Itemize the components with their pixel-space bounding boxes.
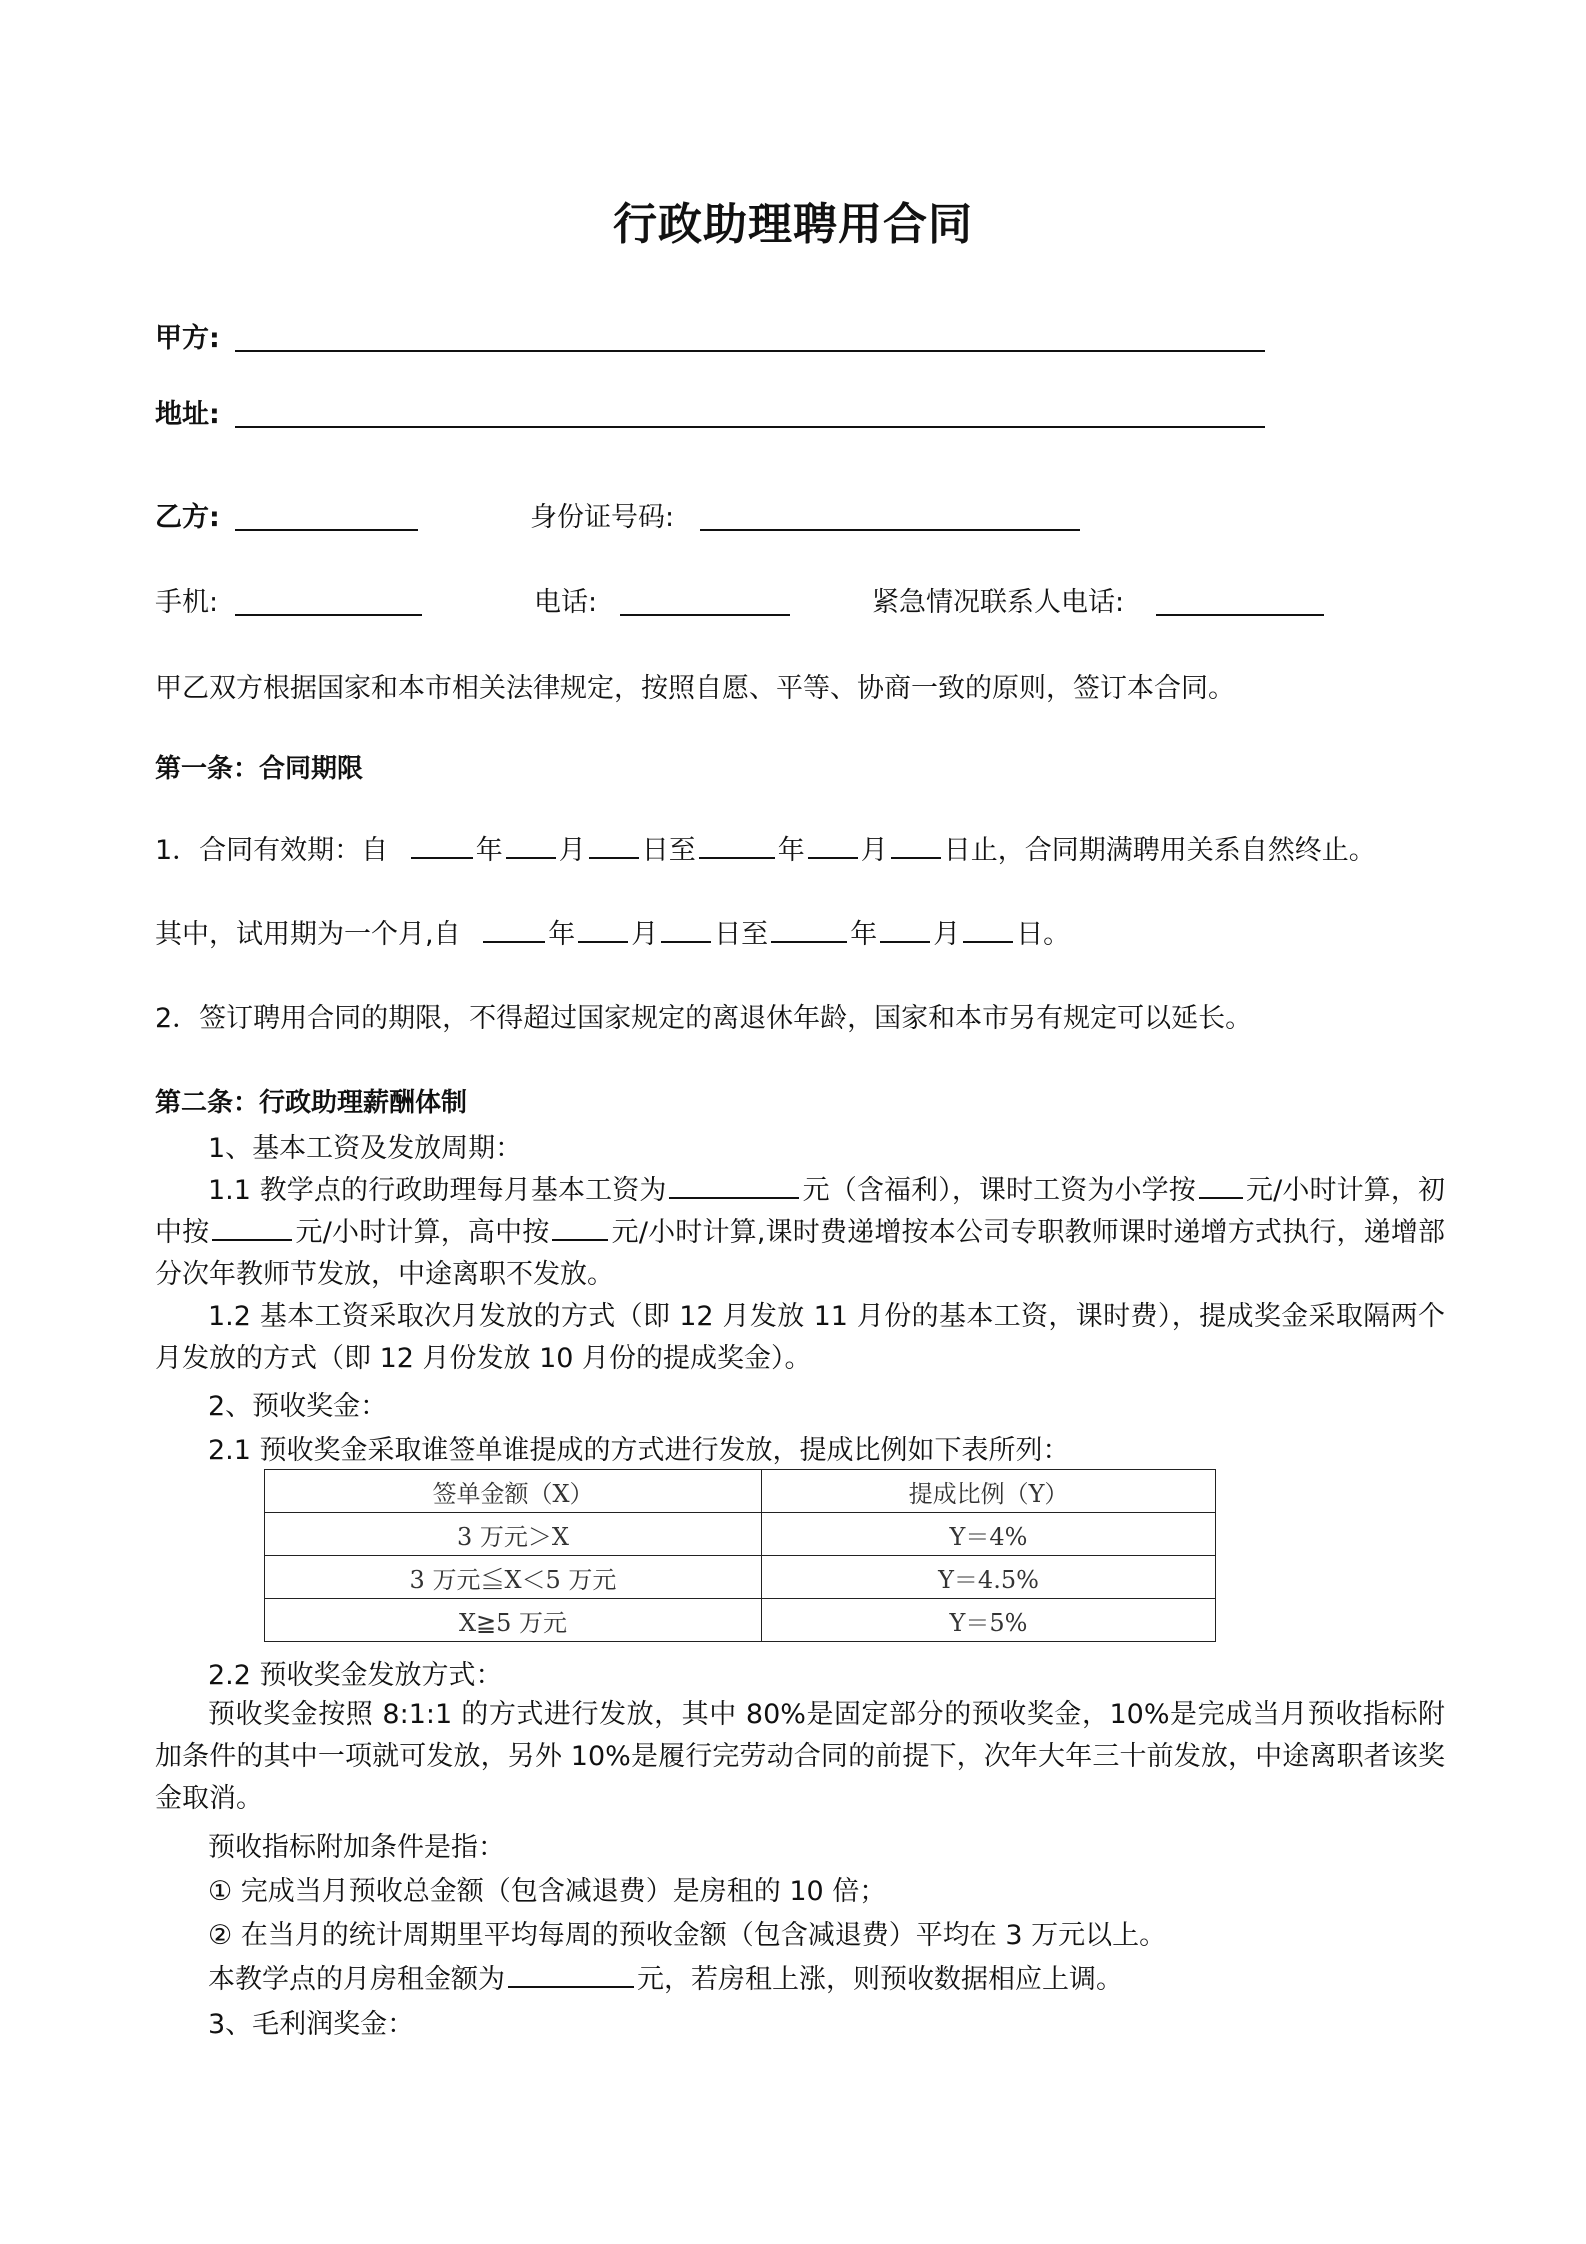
probation-end-year-field[interactable] bbox=[771, 915, 847, 943]
party-b-label: 乙方: bbox=[155, 502, 220, 533]
table-row bbox=[265, 1513, 1216, 1556]
address-label: 地址: bbox=[155, 399, 220, 430]
table-cell: 3 万元＞X bbox=[265, 1513, 762, 1556]
section-3-heading: 3、毛利润奖金： bbox=[208, 2009, 415, 2040]
section-2-2: 2.2 预收奖金发放方式： bbox=[208, 1660, 503, 1691]
commission-table bbox=[264, 1469, 1216, 1642]
rent-amount-field[interactable] bbox=[508, 1960, 634, 1988]
month-text: 月 bbox=[631, 919, 659, 950]
party-a-field[interactable] bbox=[235, 320, 1265, 352]
id-number-field[interactable] bbox=[700, 499, 1080, 531]
rent-line bbox=[208, 1957, 1123, 1996]
probation-line bbox=[155, 912, 1070, 951]
day-to-text: 日至 bbox=[714, 919, 769, 950]
table-cell: Y＝5% bbox=[762, 1599, 1216, 1642]
year-text: 年 bbox=[548, 919, 576, 950]
primary-hourly-field[interactable] bbox=[1199, 1171, 1243, 1199]
term-start-year-field[interactable] bbox=[411, 831, 473, 859]
term-end-text: 日止，合同期满聘用关系自然终止。 bbox=[943, 835, 1376, 866]
condition-2: ② 在当月的统计周期里平均每周的预收金额（包含减退费）平均在 3 万元以上。 bbox=[208, 1920, 1167, 1951]
section-2-heading: 2、预收奖金： bbox=[208, 1391, 388, 1422]
year-text: 年 bbox=[850, 919, 878, 950]
condition-1: ① 完成当月预收总金额（包含减退费）是房租的 10 倍； bbox=[208, 1876, 887, 1907]
mobile-field[interactable] bbox=[235, 584, 422, 616]
table-header-cell: 提成比例（Y） bbox=[762, 1470, 1216, 1513]
article2-heading: 第二条：行政助理薪酬体制 bbox=[155, 1088, 468, 1118]
phone-field[interactable] bbox=[620, 584, 790, 616]
section-1-2: 1.2 基本工资采取次月发放的方式（即 12 月发放 11 月份的基本工资，课时费），提成奖金采取隔两个月发放的方式（即 12 月份发放 10 月份的提成奖金）。 bbox=[155, 1301, 1445, 1374]
day-to-text: 日至 bbox=[641, 835, 696, 866]
salary-text-d: 元/小时计算，高中按 bbox=[295, 1217, 550, 1248]
salary-text-c: 元/小时计算，初中按 bbox=[155, 1175, 1445, 1248]
probation-start-month-field[interactable] bbox=[578, 915, 628, 943]
month-text: 月 bbox=[933, 919, 961, 950]
preamble: 甲乙双方根据国家和本市相关法律规定，按照自愿、平等、协商一致的原则，签订本合同。 bbox=[155, 673, 1235, 704]
term-start-day-field[interactable] bbox=[589, 831, 639, 859]
term-end-month-field[interactable] bbox=[808, 831, 858, 859]
term-end-day-field[interactable] bbox=[891, 831, 941, 859]
probation-end-day-field[interactable] bbox=[963, 915, 1013, 943]
id-number-label: 身份证号码: bbox=[530, 502, 675, 533]
section-1-heading: 1、基本工资及发放周期： bbox=[208, 1133, 523, 1164]
table-row bbox=[265, 1599, 1216, 1642]
term-prefix: 1．合同有效期：自 bbox=[155, 835, 389, 866]
month-text: 月 bbox=[860, 835, 888, 866]
mobile-label: 手机: bbox=[155, 587, 219, 618]
section-2-2-body: 预收奖金按照 8:1:1 的方式进行发放，其中 80%是固定部分的预收奖金，10%是完成当月预收指标附加条件的其中一项就可发放，另外 10%是履行完劳动合同的前提下，次年大年三十前发放，中途离职者该奖金取消。 bbox=[155, 1699, 1445, 1814]
base-salary-field[interactable] bbox=[669, 1171, 799, 1199]
table-cell: X≧5 万元 bbox=[265, 1599, 762, 1642]
probation-end-month-field[interactable] bbox=[880, 915, 930, 943]
term-end-year-field[interactable] bbox=[699, 831, 775, 859]
rent-text-a: 本教学点的月房租金额为 bbox=[208, 1964, 505, 1995]
probation-prefix: 其中，试用期为一个月,自 bbox=[155, 919, 461, 950]
table-header-row bbox=[265, 1470, 1216, 1513]
table-header-cell: 签单金额（X） bbox=[265, 1470, 762, 1513]
salary-text-e: 元/小时计算,课时费递增按本公司专职教师课时递增方式执行，递增部分次年教师节发放，中途离职不发放。 bbox=[155, 1217, 1445, 1290]
salary-text-b: 元（含福利），课时工资为小学按 bbox=[802, 1175, 1196, 1206]
table-cell: 3 万元≦X＜5 万元 bbox=[265, 1556, 762, 1599]
term-start-month-field[interactable] bbox=[506, 831, 556, 859]
address-field[interactable] bbox=[235, 396, 1265, 428]
table-cell: Y＝4.5% bbox=[762, 1556, 1216, 1599]
conditions-label: 预收指标附加条件是指： bbox=[208, 1832, 505, 1863]
term-limit: 2．签订聘用合同的期限，不得超过国家规定的离退休年龄，国家和本市另有规定可以延长。 bbox=[155, 1003, 1253, 1034]
probation-end-text: 日。 bbox=[1016, 919, 1071, 950]
emergency-contact-field[interactable] bbox=[1156, 584, 1324, 616]
phone-label: 电话: bbox=[534, 587, 598, 618]
emergency-contact-label: 紧急情况联系人电话: bbox=[872, 587, 1125, 618]
probation-start-day-field[interactable] bbox=[661, 915, 711, 943]
table-cell: Y＝4% bbox=[762, 1513, 1216, 1556]
party-b-field[interactable] bbox=[235, 499, 418, 531]
probation-start-year-field[interactable] bbox=[483, 915, 545, 943]
page-title: 行政助理聘用合同 bbox=[613, 199, 973, 250]
year-text: 年 bbox=[475, 835, 503, 866]
month-text: 月 bbox=[558, 835, 586, 866]
table-row bbox=[265, 1556, 1216, 1599]
junior-hourly-field[interactable] bbox=[212, 1213, 292, 1241]
party-a-label: 甲方: bbox=[155, 323, 220, 354]
senior-hourly-field[interactable] bbox=[552, 1213, 608, 1241]
section-2-1: 2.1 预收奖金采取谁签单谁提成的方式进行发放，提成比例如下表所列： bbox=[208, 1435, 1070, 1466]
article1-heading: 第一条：合同期限 bbox=[155, 754, 364, 784]
salary-text-a: 1.1 教学点的行政助理每月基本工资为 bbox=[208, 1175, 667, 1206]
rent-text-b: 元，若房租上涨，则预收数据相应上调。 bbox=[637, 1964, 1123, 1995]
section-1-1 bbox=[155, 1170, 1445, 1296]
year-text: 年 bbox=[777, 835, 805, 866]
term-line bbox=[155, 828, 1376, 867]
